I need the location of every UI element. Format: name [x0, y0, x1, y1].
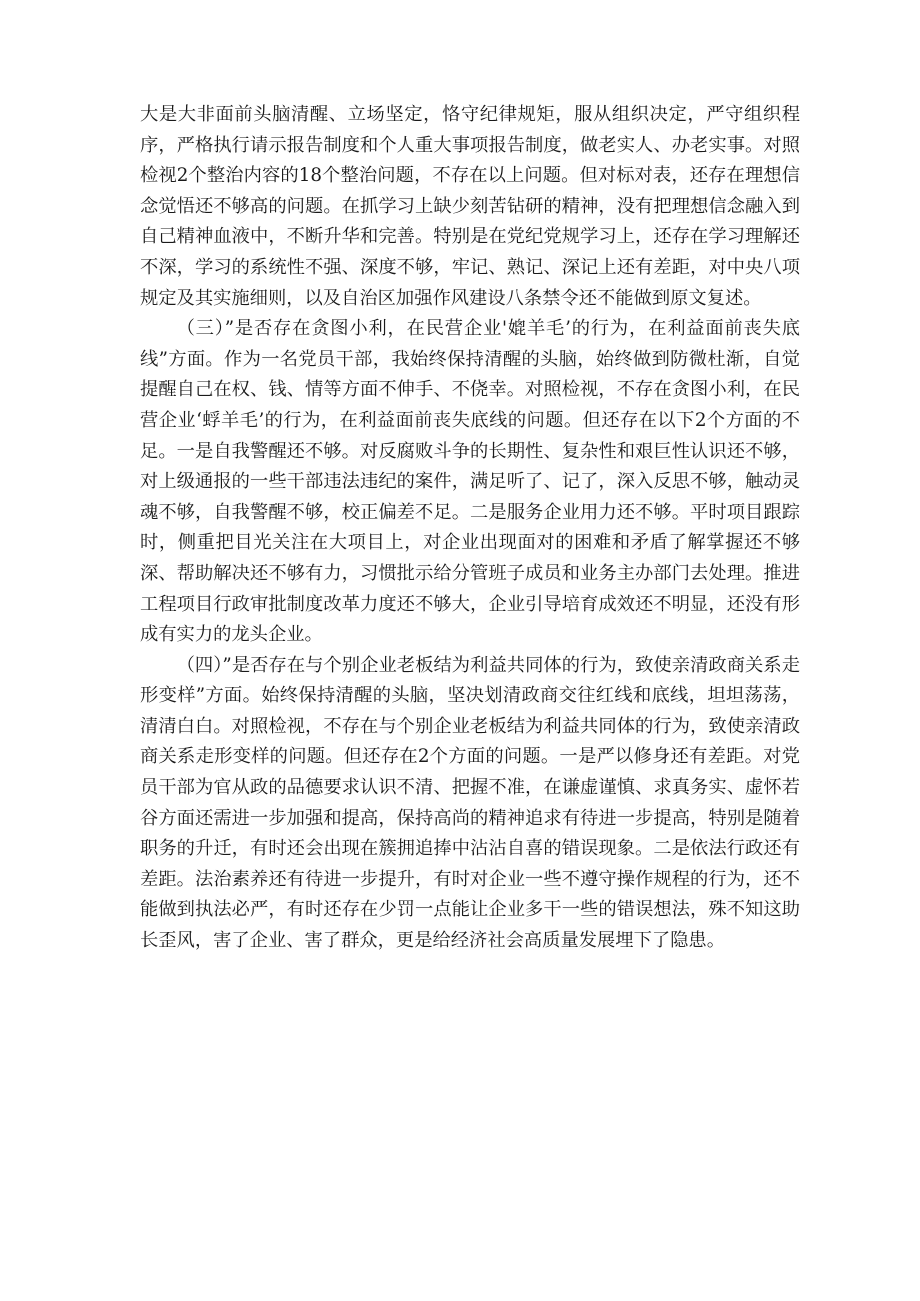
paragraph-section-four: （四）”是否存在与个别企业老板结为利益共同体的行为，致使亲清政商关系走形变样”方面。始终保持清醒的头脑，坚决划清政商交往红线和底线，坦坦荡荡，清清白白。对照检视，不存在与个别企业老板结为利益共同体的行为，致使亲清政商关系走形变样的问题。但还存在2个方面的问题。一是严以修身还有差距。对党员干部为官从政的品德要求认识不清、把握不准，在谦虚谨慎、求真务实、虚怀若谷方面还需进一步加强和提高，保持高尚的精神追求有待进一步提高，特别是随着职务的升迁，有时还会出现在簇拥追捧中沾沾自喜的错误现象。二是依法行政还有差距。法治素养还有待进一步提升，有时对企业一些不遵守操作规程的行为，还不能做到执法必严，有时还存在少罚一点能让企业多干一些的错误想法，殊不知这助长歪风，害了企业、害了群众，更是给经济社会高质量发展埋下了隐患。	[140, 654, 800, 952]
paragraph-section-three: （三）”是否存在贪图小利，在民营企业'媲羊毛’的行为，在利益面前丧失底线”方面。作为一名党员干部，我始终保持清醒的头脑，始终做到防微杜渐，自觉提醒自己在权、钱、情等方面不伸手、不侥幸。对照检视，不存在贪图小利，在民营企业‘蜉羊毛’的行为，在利益面前丧失底线的问题。但还存在以下2个方面的不足。一是自我警醒还不够。对反腐败斗争的长期性、复杂性和艰巨性认识还不够，对上级通报的一些干部违法违纪的案件，满足听了、记了，深入反思不够，触动灵魂不够，自我警醒不够，校正偏差不足。二是服务企业用力还不够。平时项目跟踪时，侧重把目光关注在大项目上，对企业出现面对的困难和矛盾了解掌握还不够深、帮助解决还不够有力，习惯批示给分管班子成员和业务主办部门去处理。推进工程项目行政审批制度改革力度还不够大，企业引导培育成效还不明显，还没有形成有实力的龙头企业。	[140, 318, 800, 646]
document-page	[140, 100, 800, 957]
paragraph-continuation: 大是大非面前头脑清醒、立场坚定，恪守纪律规矩，服从组织决定，严守组织程序，严格执行请示报告制度和个人重大事项报告制度，做老实人、办老实事。对照检视2个整治内容的18个整治问题，不存在以上问题。但对标对表，还存在理想信念觉悟还不够高的问题。在抓学习上缺少刻苦钻研的精神，没有把理想信念融入到自己精神血液中，不断升华和完善。特别是在党纪党规学习上，还存在学习理解还不深，学习的系统性不强、深度不够，牢记、熟记、深记上还有差距，对中央八项规定及其实施细则，以及自治区加强作风建设八条禁令还不能做到原文复述。	[140, 104, 800, 309]
